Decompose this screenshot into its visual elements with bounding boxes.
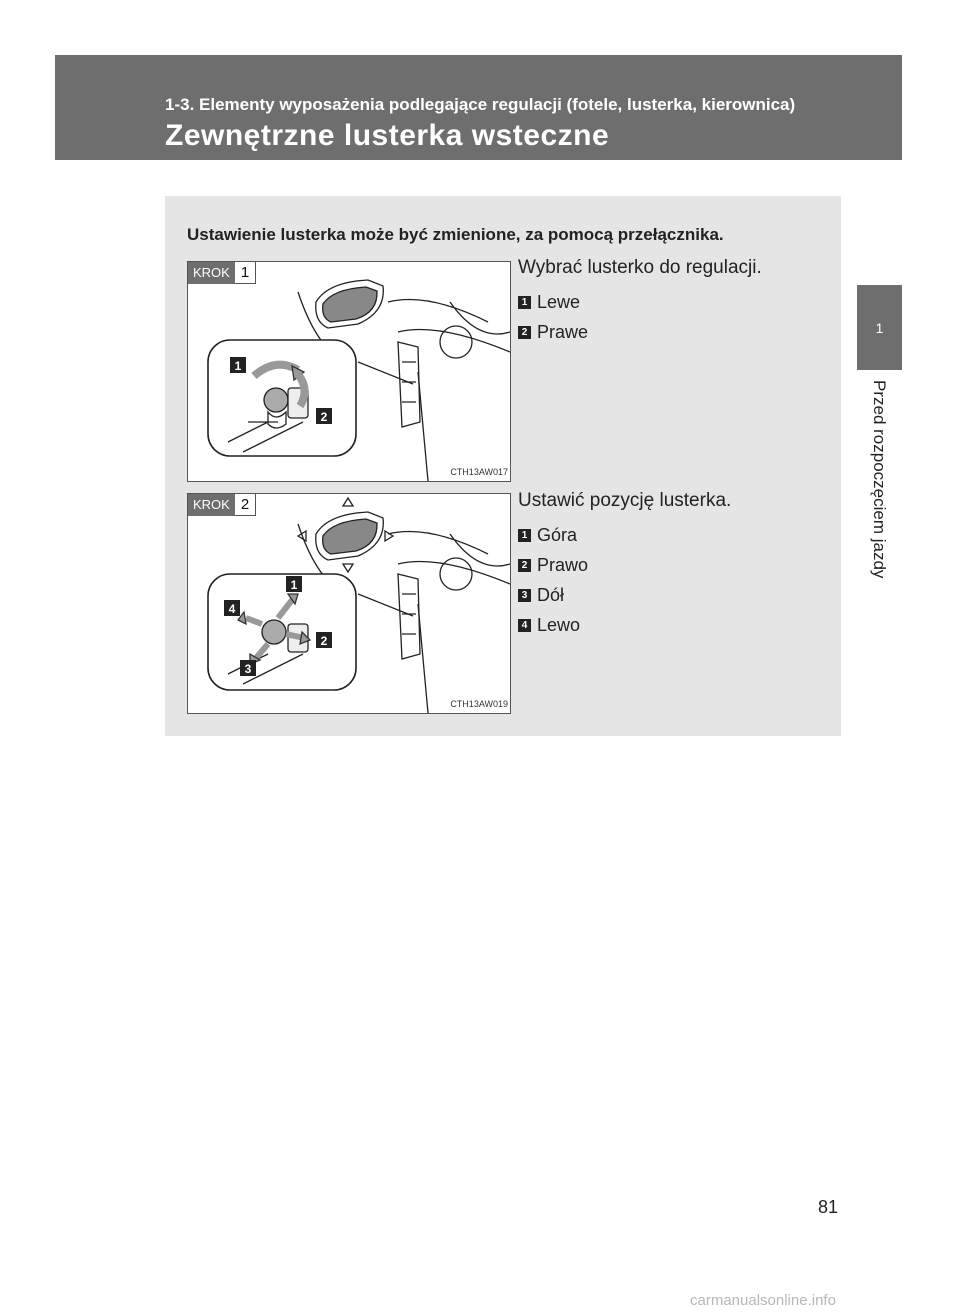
step-2-option <box>518 580 588 610</box>
step-1-option <box>518 287 588 317</box>
option-number-icon: 1 <box>518 296 531 309</box>
step-2-option <box>518 550 588 580</box>
step-1-badge-num: 1 <box>235 262 256 284</box>
svg-text:2: 2 <box>320 410 328 424</box>
info-panel <box>165 196 841 736</box>
step-1-badge <box>188 262 256 284</box>
step-2-options <box>518 520 588 640</box>
step-1-illustration <box>187 261 511 482</box>
option-number-icon: 1 <box>518 529 531 542</box>
option-number-icon: 3 <box>518 589 531 602</box>
svg-text:1: 1 <box>290 578 298 592</box>
step-1-options <box>518 287 588 347</box>
step-1-badge-word: KROK <box>188 262 235 284</box>
svg-text:3: 3 <box>244 662 252 676</box>
step-2-illustration <box>187 493 511 714</box>
svg-text:2: 2 <box>320 634 328 648</box>
option-label: Lewo <box>537 614 581 635</box>
step-2-option <box>518 610 588 640</box>
chapter-header <box>55 55 902 160</box>
page-title: Zewnętrzne lusterka wsteczne <box>165 119 610 152</box>
step-2-badge-num: 2 <box>235 494 256 516</box>
step-1-instruction: Wybrać lusterko do regulacji. <box>518 257 762 278</box>
svg-text:1: 1 <box>234 359 242 373</box>
option-label: Prawe <box>537 321 589 342</box>
step-2-badge <box>188 494 256 516</box>
svg-text:4: 4 <box>228 602 236 616</box>
step-2-badge-word: KROK <box>188 494 235 516</box>
section-heading: 1-3. Elementy wyposażenia podlegające regulacji (fotele, lusterka, kierownica) <box>165 95 796 114</box>
option-label: Prawo <box>537 554 589 575</box>
option-label: Góra <box>537 524 578 545</box>
option-number-icon: 2 <box>518 559 531 572</box>
step-1-option <box>518 317 588 347</box>
chapter-tab-label: Przed rozpoczęciem jazdy <box>870 380 889 579</box>
chapter-tab: 1 <box>857 285 902 370</box>
step-2-image-code: CTH13AW019 <box>450 699 508 709</box>
page-number: 81 <box>818 1197 839 1217</box>
panel-intro: Ustawienie lusterka może być zmienione, za pomocą przełącznika. <box>187 225 724 244</box>
mirror-selector-drawing <box>188 262 510 481</box>
step-1-image-code: CTH13AW017 <box>450 467 508 477</box>
option-label: Dół <box>537 584 565 605</box>
watermark: carmanualsonline.info <box>690 1292 836 1309</box>
option-label: Lewe <box>537 291 581 312</box>
option-number-icon: 2 <box>518 326 531 339</box>
option-number-icon: 4 <box>518 619 531 632</box>
step-2-option <box>518 520 588 550</box>
mirror-adjust-drawing <box>188 494 510 713</box>
step-2-instruction: Ustawić pozycję lusterka. <box>518 490 732 511</box>
